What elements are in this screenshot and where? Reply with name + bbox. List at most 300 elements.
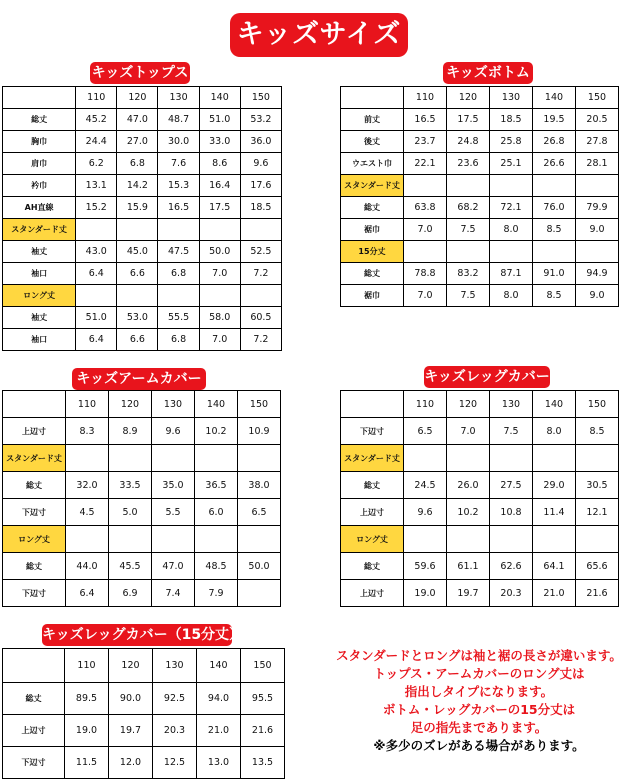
table-row	[3, 109, 282, 131]
size-value-cell	[447, 445, 490, 472]
size-value-cell: 29.0	[533, 472, 576, 499]
size-value-cell: 6.5	[238, 499, 281, 526]
section-label: 15分丈	[341, 241, 404, 263]
size-value-cell: 21.0	[197, 715, 241, 747]
row-label: 上辺寸	[3, 715, 65, 747]
size-value-cell: 5.0	[109, 499, 152, 526]
table-row	[3, 683, 285, 715]
size-value-cell: 16.4	[199, 175, 240, 197]
size-value-cell: 8.9	[109, 418, 152, 445]
header-corner-cell	[3, 649, 65, 683]
size-value-cell: 25.8	[490, 131, 533, 153]
table-row	[3, 553, 281, 580]
size-value-cell: 13.1	[76, 175, 117, 197]
table-row	[341, 472, 619, 499]
row-label: 袖口	[3, 263, 76, 285]
size-value-cell: 91.0	[533, 263, 576, 285]
size-header-cell: 150	[576, 87, 619, 109]
table-row	[341, 131, 619, 153]
header-corner-cell	[341, 87, 404, 109]
size-value-cell	[76, 219, 117, 241]
note-line: トップス・アームカバーのロング丈は	[373, 666, 585, 681]
size-header-cell: 120	[447, 391, 490, 418]
size-header-cell: 120	[447, 87, 490, 109]
size-value-cell: 11.4	[533, 499, 576, 526]
size-header-cell: 130	[158, 87, 199, 109]
leg-cover-15-size-table	[2, 648, 285, 779]
size-value-cell	[152, 526, 195, 553]
size-value-cell	[490, 526, 533, 553]
size-value-cell: 6.8	[158, 263, 199, 285]
size-value-cell: 15.9	[117, 197, 158, 219]
size-value-cell: 51.0	[199, 109, 240, 131]
size-value-cell: 18.5	[240, 197, 281, 219]
section-label: スタンダード丈	[341, 445, 404, 472]
size-value-cell: 7.2	[240, 329, 281, 351]
size-value-cell: 48.5	[195, 553, 238, 580]
size-value-cell	[117, 219, 158, 241]
size-value-cell: 21.6	[576, 580, 619, 607]
row-label: 肩巾	[3, 153, 76, 175]
size-value-cell	[109, 445, 152, 472]
section-label: スタンダード丈	[3, 219, 76, 241]
size-header-cell: 110	[65, 649, 109, 683]
table-header-row	[3, 649, 285, 683]
size-value-cell: 24.8	[447, 131, 490, 153]
bottoms-size-table	[340, 86, 619, 307]
size-value-cell: 17.5	[199, 197, 240, 219]
size-value-cell	[238, 580, 281, 607]
size-value-cell: 30.0	[158, 131, 199, 153]
table-header-row	[341, 87, 619, 109]
size-value-cell: 95.5	[241, 683, 285, 715]
section-label: ロング丈	[3, 526, 66, 553]
size-value-cell	[238, 526, 281, 553]
size-value-cell: 19.0	[65, 715, 109, 747]
size-value-cell: 33.5	[109, 472, 152, 499]
section-row	[3, 526, 281, 553]
size-value-cell	[576, 175, 619, 197]
size-value-cell: 50.0	[238, 553, 281, 580]
table-header-row	[341, 391, 619, 418]
size-value-cell	[240, 219, 281, 241]
table-row	[341, 197, 619, 219]
table-row	[3, 418, 281, 445]
note-line: ボトム・レッグカバーの15分丈は	[382, 702, 576, 717]
table-row	[3, 715, 285, 747]
size-value-cell: 89.5	[65, 683, 109, 715]
size-header-cell: 110	[404, 87, 447, 109]
size-header-cell: 140	[533, 87, 576, 109]
size-value-cell: 7.5	[447, 219, 490, 241]
size-value-cell: 33.0	[199, 131, 240, 153]
size-value-cell: 4.5	[66, 499, 109, 526]
section-row	[3, 445, 281, 472]
size-value-cell: 8.5	[533, 285, 576, 307]
size-value-cell	[447, 526, 490, 553]
size-value-cell	[576, 241, 619, 263]
size-value-cell: 19.5	[533, 109, 576, 131]
row-label: 前丈	[341, 109, 404, 131]
size-value-cell: 8.0	[490, 219, 533, 241]
row-label: 下辺寸	[3, 499, 66, 526]
row-label: 裾巾	[341, 285, 404, 307]
size-value-cell: 27.0	[117, 131, 158, 153]
size-value-cell: 53.0	[117, 307, 158, 329]
size-value-cell: 55.5	[158, 307, 199, 329]
size-value-cell: 52.5	[240, 241, 281, 263]
size-value-cell: 9.0	[576, 285, 619, 307]
size-value-cell: 14.2	[117, 175, 158, 197]
table-row	[3, 499, 281, 526]
row-label: 総丈	[3, 553, 66, 580]
size-value-cell: 64.1	[533, 553, 576, 580]
note-disclaimer: ※多少のズレがある場合があります。	[373, 738, 585, 753]
table-row	[3, 263, 282, 285]
table-row	[3, 307, 282, 329]
size-value-cell	[447, 175, 490, 197]
size-value-cell: 6.4	[66, 580, 109, 607]
size-value-cell	[576, 445, 619, 472]
size-header-cell: 110	[404, 391, 447, 418]
size-value-cell: 6.2	[76, 153, 117, 175]
size-value-cell	[152, 445, 195, 472]
size-value-cell: 30.5	[576, 472, 619, 499]
row-label: 袖丈	[3, 241, 76, 263]
table-row	[3, 175, 282, 197]
size-value-cell	[576, 526, 619, 553]
size-value-cell	[195, 445, 238, 472]
size-header-cell: 140	[199, 87, 240, 109]
size-header-cell: 150	[241, 649, 285, 683]
size-value-cell: 19.0	[404, 580, 447, 607]
size-value-cell: 6.9	[109, 580, 152, 607]
size-header-cell: 140	[197, 649, 241, 683]
size-value-cell: 12.5	[153, 747, 197, 779]
size-value-cell	[404, 241, 447, 263]
size-value-cell	[404, 526, 447, 553]
size-value-cell: 7.2	[240, 263, 281, 285]
size-value-cell: 8.6	[199, 153, 240, 175]
size-value-cell: 23.7	[404, 131, 447, 153]
size-value-cell: 6.0	[195, 499, 238, 526]
size-value-cell: 51.0	[76, 307, 117, 329]
header-corner-cell	[3, 391, 66, 418]
size-value-cell: 72.1	[490, 197, 533, 219]
note-line: 指出しタイプになります。	[404, 684, 554, 699]
size-value-cell: 79.9	[576, 197, 619, 219]
section-row	[3, 219, 282, 241]
size-header-cell: 140	[533, 391, 576, 418]
size-value-cell: 18.5	[490, 109, 533, 131]
arm-cover-size-table	[2, 390, 281, 607]
size-value-cell	[199, 285, 240, 307]
section-row	[341, 445, 619, 472]
table-header-row	[3, 87, 282, 109]
size-value-cell: 21.6	[241, 715, 285, 747]
size-value-cell: 43.0	[76, 241, 117, 263]
table-row	[341, 418, 619, 445]
size-value-cell: 19.7	[109, 715, 153, 747]
note-line: 足の指先まであります。	[410, 720, 548, 735]
section-row	[341, 175, 619, 197]
size-header-cell: 150	[576, 391, 619, 418]
size-value-cell: 10.2	[447, 499, 490, 526]
row-label: 上辺寸	[3, 418, 66, 445]
size-value-cell: 36.5	[195, 472, 238, 499]
size-value-cell: 24.5	[404, 472, 447, 499]
size-value-cell: 27.8	[576, 131, 619, 153]
size-value-cell: 36.0	[240, 131, 281, 153]
table-row	[3, 580, 281, 607]
size-value-cell: 6.4	[76, 263, 117, 285]
size-value-cell: 92.5	[153, 683, 197, 715]
section-row	[341, 526, 619, 553]
table-row	[341, 285, 619, 307]
size-value-cell: 94.0	[197, 683, 241, 715]
size-header-cell: 110	[66, 391, 109, 418]
size-value-cell	[117, 285, 158, 307]
row-label: 下辺寸	[341, 418, 404, 445]
size-value-cell: 87.1	[490, 263, 533, 285]
row-label: 下辺寸	[3, 580, 66, 607]
size-value-cell: 47.0	[152, 553, 195, 580]
row-label: 上辺寸	[341, 580, 404, 607]
size-value-cell: 45.0	[117, 241, 158, 263]
size-value-cell	[76, 285, 117, 307]
size-value-cell: 59.6	[404, 553, 447, 580]
row-label: AH直線	[3, 197, 76, 219]
table-row	[3, 197, 282, 219]
size-value-cell: 5.5	[152, 499, 195, 526]
size-value-cell: 6.8	[158, 329, 199, 351]
size-value-cell: 17.5	[447, 109, 490, 131]
size-value-cell: 25.1	[490, 153, 533, 175]
size-header-cell: 140	[195, 391, 238, 418]
table-row	[341, 263, 619, 285]
size-value-cell: 76.0	[533, 197, 576, 219]
section-label: スタンダード丈	[3, 445, 66, 472]
size-value-cell	[490, 175, 533, 197]
size-value-cell: 90.0	[109, 683, 153, 715]
row-label: 総丈	[341, 553, 404, 580]
size-value-cell	[490, 241, 533, 263]
size-value-cell	[195, 526, 238, 553]
table-row	[341, 580, 619, 607]
size-value-cell: 38.0	[238, 472, 281, 499]
header-corner-cell	[341, 391, 404, 418]
size-value-cell: 6.6	[117, 329, 158, 351]
table-row	[341, 109, 619, 131]
size-value-cell: 63.8	[404, 197, 447, 219]
size-header-cell: 130	[153, 649, 197, 683]
row-label: 下辺寸	[3, 747, 65, 779]
size-value-cell: 47.5	[158, 241, 199, 263]
size-value-cell: 7.0	[199, 329, 240, 351]
size-value-cell: 8.5	[533, 219, 576, 241]
size-value-cell	[404, 175, 447, 197]
row-label: 総丈	[341, 472, 404, 499]
size-header-cell: 120	[117, 87, 158, 109]
size-value-cell	[240, 285, 281, 307]
size-header-cell: 110	[76, 87, 117, 109]
section-label: ロング丈	[3, 285, 76, 307]
size-value-cell	[199, 219, 240, 241]
tops-title: キッズトップス	[90, 62, 190, 84]
size-value-cell: 9.0	[576, 219, 619, 241]
size-value-cell: 10.2	[195, 418, 238, 445]
size-value-cell	[158, 219, 199, 241]
table-row	[3, 153, 282, 175]
size-value-cell: 45.2	[76, 109, 117, 131]
size-value-cell: 62.6	[490, 553, 533, 580]
size-value-cell: 68.2	[447, 197, 490, 219]
size-value-cell: 26.8	[533, 131, 576, 153]
size-value-cell: 20.3	[153, 715, 197, 747]
size-value-cell: 94.9	[576, 263, 619, 285]
size-value-cell: 7.0	[404, 285, 447, 307]
size-value-cell: 13.0	[197, 747, 241, 779]
size-value-cell: 65.6	[576, 553, 619, 580]
size-value-cell: 10.9	[238, 418, 281, 445]
row-label: 衿巾	[3, 175, 76, 197]
size-value-cell: 35.0	[152, 472, 195, 499]
page-title: キッズサイズ	[230, 13, 408, 57]
size-value-cell: 27.5	[490, 472, 533, 499]
row-label: 裾巾	[341, 219, 404, 241]
size-value-cell	[158, 285, 199, 307]
size-value-cell: 13.5	[241, 747, 285, 779]
size-header-cell: 120	[109, 649, 153, 683]
row-label: 袖丈	[3, 307, 76, 329]
size-value-cell	[109, 526, 152, 553]
size-value-cell: 19.7	[447, 580, 490, 607]
row-label: ウエスト巾	[341, 153, 404, 175]
size-value-cell: 8.3	[66, 418, 109, 445]
row-label: 総丈	[3, 109, 76, 131]
size-value-cell: 12.1	[576, 499, 619, 526]
size-value-cell: 7.4	[152, 580, 195, 607]
row-label: 総丈	[341, 197, 404, 219]
size-value-cell: 50.0	[199, 241, 240, 263]
size-header-cell: 150	[240, 87, 281, 109]
size-header-cell: 150	[238, 391, 281, 418]
size-value-cell: 6.5	[404, 418, 447, 445]
tops-size-table	[2, 86, 282, 351]
size-value-cell: 28.1	[576, 153, 619, 175]
section-row	[3, 285, 282, 307]
row-label: 胸巾	[3, 131, 76, 153]
size-value-cell	[490, 445, 533, 472]
size-value-cell	[66, 526, 109, 553]
size-value-cell: 44.0	[66, 553, 109, 580]
bottoms-title: キッズボトム	[443, 62, 533, 84]
table-row	[3, 241, 282, 263]
size-header-cell: 130	[152, 391, 195, 418]
arm-cover-title: キッズアームカバー	[72, 368, 206, 390]
size-value-cell: 23.6	[447, 153, 490, 175]
size-value-cell: 16.5	[158, 197, 199, 219]
size-value-cell: 20.3	[490, 580, 533, 607]
size-value-cell	[533, 241, 576, 263]
leg-cover-title: キッズレッグカバー	[424, 366, 550, 388]
row-label: 袖口	[3, 329, 76, 351]
size-value-cell: 6.8	[117, 153, 158, 175]
size-value-cell: 32.0	[66, 472, 109, 499]
size-value-cell: 21.0	[533, 580, 576, 607]
size-value-cell: 9.6	[404, 499, 447, 526]
row-label: 総丈	[341, 263, 404, 285]
size-value-cell: 48.7	[158, 109, 199, 131]
size-value-cell: 7.0	[199, 263, 240, 285]
table-row	[341, 219, 619, 241]
size-value-cell: 83.2	[447, 263, 490, 285]
table-row	[341, 153, 619, 175]
size-value-cell: 7.5	[490, 418, 533, 445]
size-value-cell: 7.0	[447, 418, 490, 445]
table-row	[3, 472, 281, 499]
size-value-cell: 9.6	[152, 418, 195, 445]
size-value-cell	[447, 241, 490, 263]
size-value-cell: 26.6	[533, 153, 576, 175]
row-label: 後丈	[341, 131, 404, 153]
size-value-cell: 58.0	[199, 307, 240, 329]
size-value-cell: 7.0	[404, 219, 447, 241]
section-label: スタンダード丈	[341, 175, 404, 197]
size-value-cell: 26.0	[447, 472, 490, 499]
table-row	[341, 499, 619, 526]
size-value-cell: 16.5	[404, 109, 447, 131]
size-value-cell: 53.2	[240, 109, 281, 131]
section-label: ロング丈	[341, 526, 404, 553]
size-value-cell: 7.5	[447, 285, 490, 307]
table-row	[3, 747, 285, 779]
size-header-cell: 120	[109, 391, 152, 418]
size-value-cell: 15.2	[76, 197, 117, 219]
size-value-cell	[533, 175, 576, 197]
size-notes	[318, 647, 640, 755]
size-header-cell: 130	[490, 391, 533, 418]
size-value-cell: 61.1	[447, 553, 490, 580]
size-value-cell: 15.3	[158, 175, 199, 197]
size-value-cell: 12.0	[109, 747, 153, 779]
size-value-cell: 8.5	[576, 418, 619, 445]
size-value-cell: 8.0	[533, 418, 576, 445]
size-value-cell: 78.8	[404, 263, 447, 285]
size-value-cell: 60.5	[240, 307, 281, 329]
size-value-cell: 17.6	[240, 175, 281, 197]
header-corner-cell	[3, 87, 76, 109]
row-label: 総丈	[3, 683, 65, 715]
size-header-cell: 130	[490, 87, 533, 109]
leg-cover-15-title: キッズレッグカバー（15分丈）	[42, 624, 232, 646]
size-value-cell	[66, 445, 109, 472]
section-row	[341, 241, 619, 263]
size-value-cell: 20.5	[576, 109, 619, 131]
size-value-cell: 22.1	[404, 153, 447, 175]
row-label: 総丈	[3, 472, 66, 499]
size-value-cell: 9.6	[240, 153, 281, 175]
size-value-cell: 7.9	[195, 580, 238, 607]
size-value-cell	[238, 445, 281, 472]
table-row	[3, 131, 282, 153]
size-value-cell: 10.8	[490, 499, 533, 526]
size-value-cell: 11.5	[65, 747, 109, 779]
table-row	[3, 329, 282, 351]
size-value-cell: 45.5	[109, 553, 152, 580]
size-value-cell	[533, 445, 576, 472]
size-value-cell	[404, 445, 447, 472]
